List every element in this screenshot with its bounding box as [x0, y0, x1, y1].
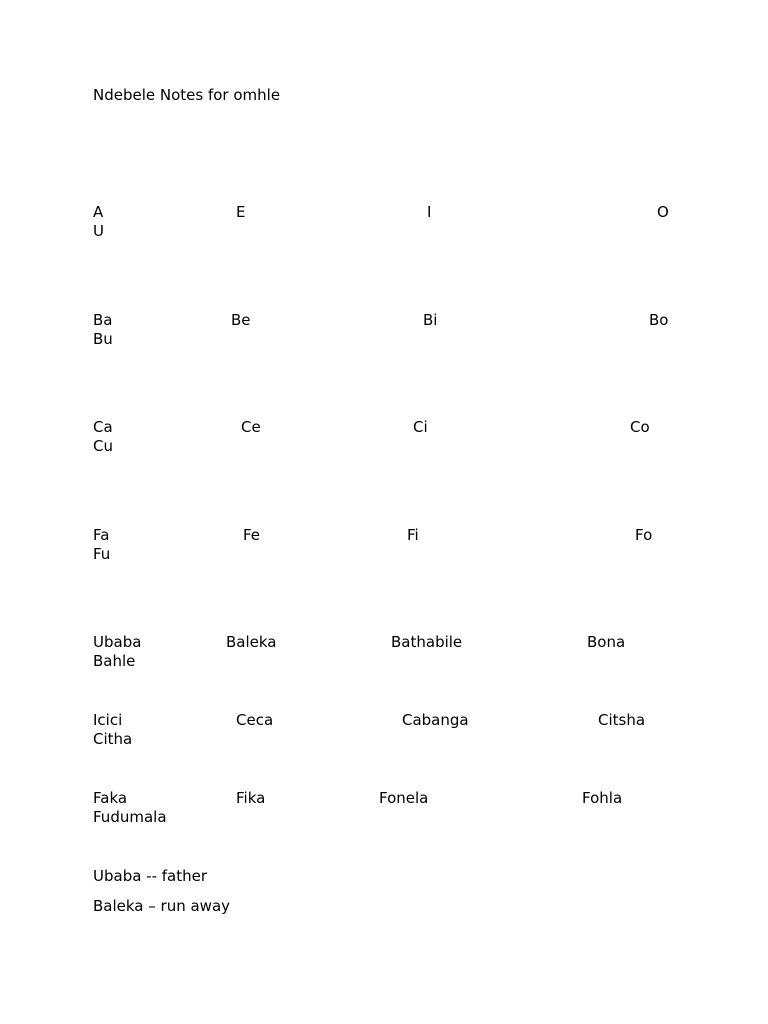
word-cell-wrapped: Bahle	[93, 652, 136, 670]
word-cell-wrapped: Fudumala	[93, 808, 167, 826]
word-cell: Bona	[587, 633, 626, 651]
word-cell-wrapped: Citha	[93, 730, 133, 748]
syllable-cell-wrapped: Fu	[93, 545, 111, 563]
word-cell: Cabanga	[402, 711, 469, 729]
syllable-cell: Bo	[649, 311, 669, 329]
syllable-cell: O	[657, 203, 669, 221]
syllable-cell: Fi	[407, 526, 419, 544]
word-cell: Fonela	[379, 789, 429, 807]
word-cell: Bathabile	[391, 633, 463, 651]
syllable-cell: Co	[630, 418, 650, 436]
syllable-cell-wrapped: Bu	[93, 330, 113, 348]
syllable-cell: Ba	[93, 311, 113, 329]
word-cell: Citsha	[598, 711, 646, 729]
syllable-row-f	[0, 526, 768, 566]
syllable-cell: Fo	[635, 526, 653, 544]
syllable-cell: Be	[231, 311, 251, 329]
syllable-row-b	[0, 311, 768, 351]
definition-line: Baleka – run away	[93, 897, 231, 915]
word-cell: Icici	[93, 711, 123, 729]
syllable-cell: Bi	[423, 311, 438, 329]
syllable-cell-wrapped: Cu	[93, 437, 113, 455]
syllable-cell: E	[236, 203, 246, 221]
word-cell: Ceca	[236, 711, 274, 729]
word-cell: Fohla	[582, 789, 623, 807]
word-row-b	[0, 633, 768, 673]
syllable-cell: Fa	[93, 526, 110, 544]
word-cell: Baleka	[226, 633, 277, 651]
syllable-row-vowels	[0, 203, 768, 243]
document-title: Ndebele Notes for omhle	[93, 86, 281, 104]
syllable-cell: Fe	[243, 526, 261, 544]
syllable-cell: Ce	[241, 418, 261, 436]
word-cell: Fika	[236, 789, 266, 807]
syllable-cell: A	[93, 203, 104, 221]
syllable-row-c	[0, 418, 768, 458]
word-cell: Ubaba	[93, 633, 142, 651]
syllable-cell-wrapped: U	[93, 222, 104, 240]
syllable-cell: Ci	[413, 418, 428, 436]
syllable-cell: I	[427, 203, 432, 221]
syllable-cell: Ca	[93, 418, 113, 436]
word-row-f	[0, 789, 768, 829]
definition-line: Ubaba -- father	[93, 867, 208, 885]
word-cell: Faka	[93, 789, 128, 807]
word-row-c	[0, 711, 768, 751]
